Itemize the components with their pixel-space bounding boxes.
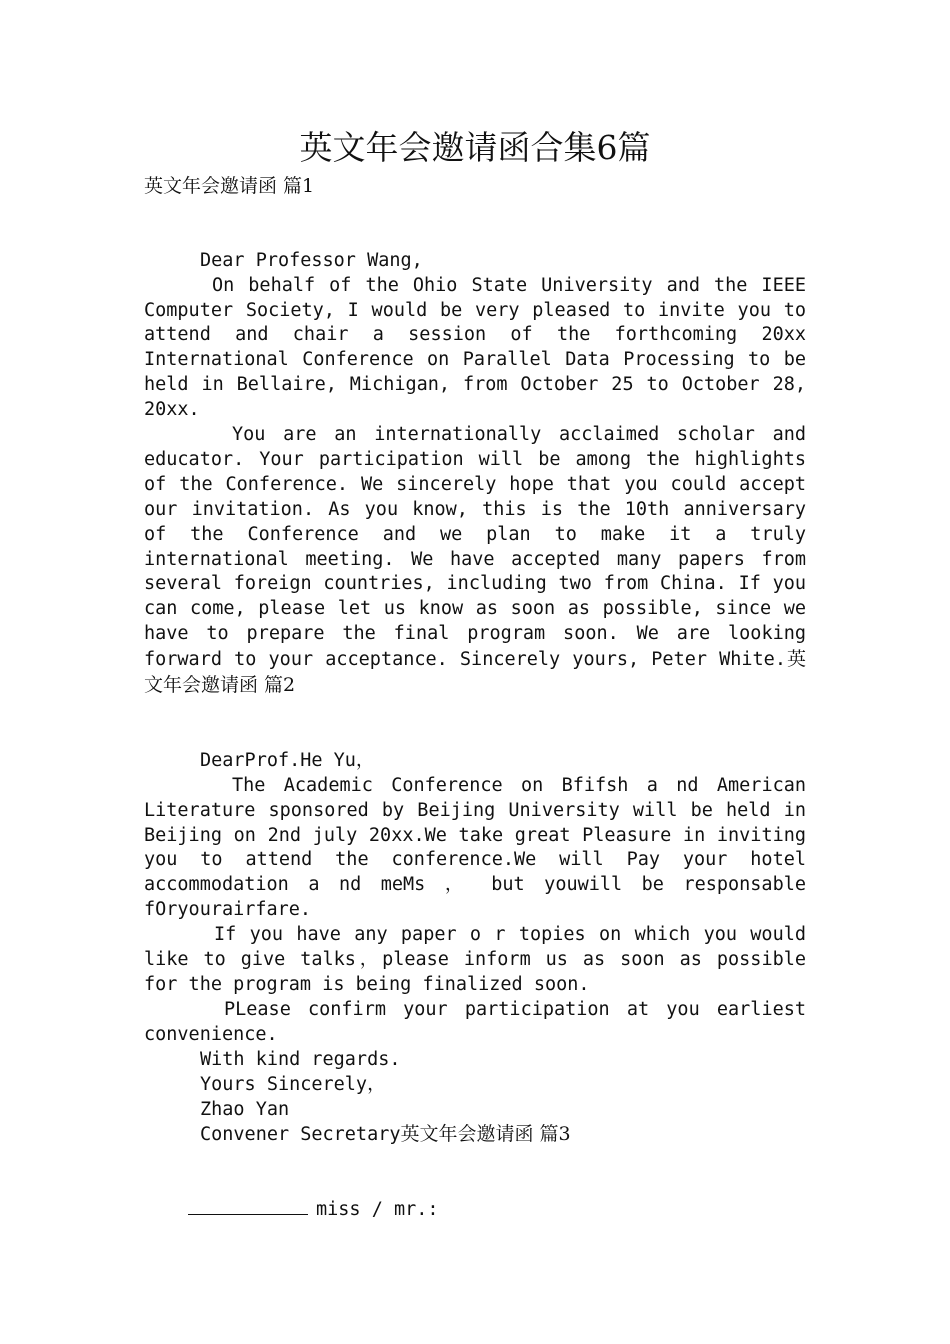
section-2-role-line: [144, 1122, 806, 1148]
section-1-paragraph-1: On behalf of the Ohio State University and the IEEE Computer Society, I would be very pleased to invite you to attend and chair a session of the forthcoming 20xx International Conference on Parallel Data Processing to be held in Bellaire, Michigan, from October 25 to October 28, 20xx.: [144, 274, 806, 421]
section-2-salutation: DearProf.He Yu，: [200, 749, 375, 771]
section-3-heading: 英文年会邀请函 篇3: [400, 1123, 571, 1146]
section-1-paragraph-2-text: You are an internationally acclaimed scholar and educator. Your participation will be among the highlights of the Conference. We sincerely hope that you could accept our invitation. As you know, this is the 10th anniversary of the Conference and we plan to make it a truly international meeting. We have accepted many papers from several foreign countries, including two from China. If you can come, please let us know as soon as possible, since we have to prepare the final program soon. We are looking forward to your acceptance. Sincerely yours, Peter White.: [144, 424, 806, 671]
section-2-closing-1: With kind regards.: [200, 1048, 401, 1070]
section-1-salutation: Dear Professor Wang,: [200, 249, 423, 271]
document-title: 英文年会邀请函合集6篇: [299, 128, 651, 167]
section-1-heading: 英文年会邀请函 篇1: [144, 175, 315, 197]
fill-in-blank: [188, 1200, 308, 1215]
section-2-role: Convener Secretary: [200, 1124, 401, 1146]
section-2-signature: Zhao Yan: [200, 1098, 290, 1120]
section-1-paragraph-2: [144, 423, 806, 699]
section-2-paragraph-2: If you have any paper o r topies on which you would like to give talks，please inform us as soon as possible for the program is being finalized soon.: [144, 924, 806, 995]
section-3-salutation: [144, 1198, 806, 1223]
document-body: [144, 174, 806, 1223]
section-3-salutation-text: miss / mr.:: [316, 1199, 439, 1221]
section-2-paragraph-3: PLease confirm your participation at you earliest convenience.: [144, 998, 806, 1045]
spacer: [144, 699, 806, 749]
section-2-closing-2: Yours Sincerely，: [200, 1073, 386, 1095]
section-2-heading: 英文年会邀请函 篇2: [144, 648, 806, 697]
spacer: [144, 1148, 806, 1198]
spacer: [144, 199, 806, 249]
section-2-paragraph-1: The Academic Conference on Bfifsh a nd American Literature sponsored by Beijing University will be held in Beijing on 2nd july 20xx.We take great Pleasure in inviting you to attend the conference.We will Pay your hotel accommodation a nd meMs ， but youwill be responsable fOryourairfare.: [144, 774, 806, 921]
